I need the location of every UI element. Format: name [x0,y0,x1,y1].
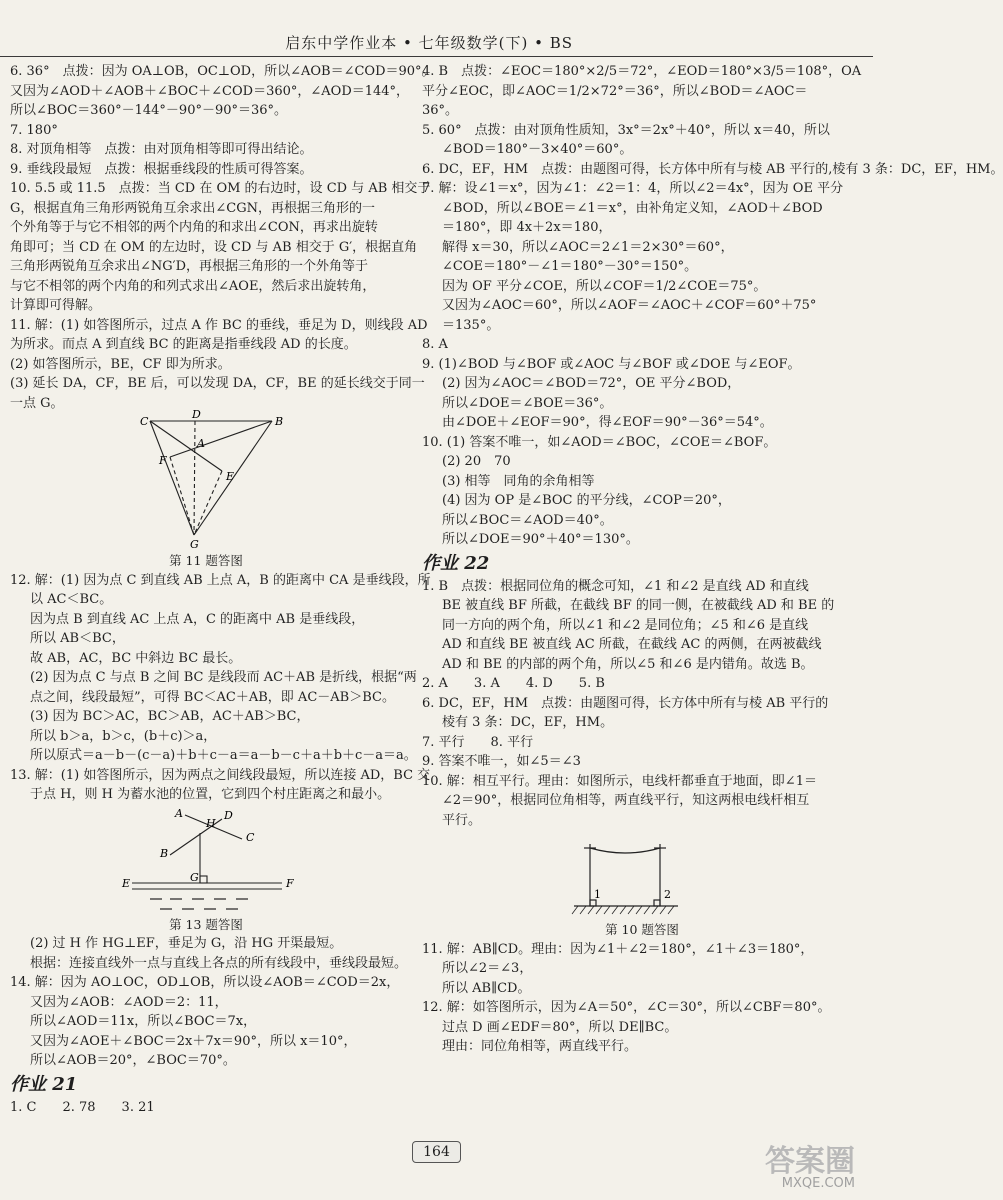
text-line: 所以原式＝a－b－(c－a)＋b＋c－a＝a－b－c＋a＋b＋c－a＝a。 [30,748,417,763]
text-line: 所以 b＞a，b＞c，(b＋c)＞a， [30,728,217,744]
answer-22-7-8: 7. 平行 8. 平行 [422,734,534,750]
text-line: 6. DC，EF，HM 点拨：由题图可得，长方体中所有与棱 AB 平行的 [422,695,829,711]
section-title-22: 作业 22 [422,552,490,574]
figure-11 [10,408,402,551]
text-line: (4) 因为 OP 是∠BOC 的平分线，∠COP＝20°， [442,493,731,508]
svg-text:C: C [246,830,255,844]
text-line: 所以 AB∥CD。 [442,980,531,996]
figure-13-diagram [10,805,402,915]
text-line: 12. 解：(1) 因为点 C 到直线 AB 上点 A，B 的距离中 CA 是垂线段，所 [10,572,431,588]
text-line: 平行。 [442,812,482,828]
text-line: 所以∠BOC＝∠AOD＝40°。 [442,512,613,528]
text-line: G，根据直角三角形两锐角互余求出∠CGN，再根据三角形的一 [10,200,375,216]
text-line: 角即可；当 CD 在 OM 的左边时，设 CD 与 AB 相交于 G′，根据直角 [10,239,418,255]
svg-text:C: C [140,415,149,428]
text-line: AD 和 BE 的内部的两个角，所以∠5 和∠6 是内错角。故选 B。 [442,656,814,672]
page-number-label: 164 [412,1141,461,1163]
text-line: 5. 60° 点拨：由对顶角性质知，3x°＝2x°＋40°，所以 x＝40，所以 [422,122,830,138]
figure-13 [10,805,402,915]
text-line: (2) 因为∠AOC＝∠BOD＝72°，OE 平分∠BOD， [442,376,741,391]
svg-text:E: E [122,876,131,890]
text-line: ∠2＝90°，根据同位角相等，两直线平行，知这两根电线杆相互 [442,793,810,808]
text-line: (3) 延长 DA，CF，BE 后，可以发现 DA，CF，BE 的延长线交于同一 [10,376,425,391]
text-line: ＝180°，即 4x＋2x＝180， [442,220,612,235]
answer-22-11 [422,940,862,999]
text-line: 6. 36° 点拨：因为 OA⊥OB，OC⊥OD，所以∠AOB＝∠COD＝90°。 [10,64,435,79]
text-line: (2) 因为点 C 与点 B 之间 BC 是线段而 AC＋AB 是折线，根据“两 [30,670,417,685]
page-header [0,30,873,57]
text-line: 解得 x＝30，所以∠AOC＝2∠1＝2×30°＝60°， [442,239,734,255]
answer-7: 7. 180° [10,122,58,138]
text-line: 9. (1)∠BOD 与∠BOF 或∠AOC 与∠BOF 或∠DOE 与∠EOF。 [422,356,801,372]
answer-13 [10,766,431,805]
answer-13-part2 [10,934,408,973]
text-line: 三角形两锐角互余求出∠NG′D，再根据三角形的一个外角等于 [10,259,369,274]
answer-12 [10,571,431,766]
answer-8: 8. 对顶角相等 点拨：由对顶角相等即可得出结论。 [10,142,313,157]
svg-text:B: B [275,415,284,428]
text-line: 又因为∠AOB：∠AOD＝2：11， [30,994,228,1010]
text-line: BE 被直线 BF 所截，在截线 BF 的同一侧，在被截线 AD 和 BE 的 [442,598,835,613]
svg-text:A: A [175,806,183,820]
text-line: ∠BOD＝180°－3×40°＝60°。 [442,142,633,157]
answer-14 [10,973,402,1071]
text-line: 所以∠AOD＝11x，所以∠BOC＝7x， [30,1014,257,1029]
text-line: 所以∠DOE＝∠BOE＝36°。 [442,395,613,411]
text-line: 12. 解：如答图所示，因为∠A＝50°，∠C＝30°，所以∠CBF＝80°。 [422,1000,831,1015]
svg-text:F: F [286,876,294,890]
figure-10-diagram [422,830,862,920]
text-line: 所以∠BOC＝360°－144°－90°－90°＝36°。 [10,103,288,118]
text-line: 以 AC＜BC。 [30,592,113,607]
answer-9 [422,355,862,433]
text-line: (3) 相等 同角的余角相等 [442,473,595,489]
svg-text:A: A [197,437,205,450]
text-line: 与它不相邻的两个内角的和列式求出∠AOE，然后求出旋转角， [10,278,376,294]
svg-text:2: 2 [664,888,671,901]
text-line: 36°。 [422,103,459,118]
text-line: 所以∠2＝∠3， [442,961,533,976]
answer-22-12 [422,998,862,1057]
answer-6 [10,62,435,121]
answer-10 [422,433,862,550]
text-line: 根据：连接直线外一点与直线上各点的所有线段中，垂线段最短。 [30,955,408,971]
text-line: 因为 OF 平分∠COE，所以∠COF＝1/2∠COE＝75°。 [442,278,767,294]
text-line: 11. 解：AB∥CD。理由：因为∠1＋∠2＝180°，∠1＋∠3＝180°， [422,941,814,957]
text-line: ∠BOD，所以∠BOE＝∠1＝x°，由补角定义知，∠AOD＋∠BOD [442,200,823,216]
answer-22-10 [422,772,862,831]
text-line: 点之间，线段最短”，可得 BC＜AC＋AB，即 AC－AB＞BC。 [30,689,395,705]
svg-text:G: G [190,538,199,551]
text-line: 10. 解：相互平行。理由：如图所示，电线杆都垂直于地面，即∠1＝ [422,773,817,789]
svg-text:E: E [226,470,235,483]
svg-text:D: D [192,408,201,421]
figure-13-caption: 第 13 题答图 [169,916,243,932]
text-line: 所以 AB＜BC， [30,631,125,646]
answer-7 [422,179,862,335]
answer-4 [422,62,862,121]
text-line: 因为点 B 到直线 AC 上点 A，C 的距离中 AB 是垂线段， [30,611,365,627]
text-line: 由∠DOE＋∠EOF＝90°，得∠EOF＝90°－36°＝54°。 [442,415,773,430]
text-line: 于点 H，则 H 为蓄水池的位置，它到四个村庄距离之和最小。 [30,787,391,802]
svg-text:H: H [206,816,216,830]
svg-text:F: F [159,454,167,467]
text-line: 7. 解：设∠1＝x°，因为∠1：∠2＝1：4，所以∠2＝4x°，因为 OE 平分 [422,181,844,196]
text-line: 4. B 点拨：∠EOC＝180°×2/5＝72°，∠EOD＝180°×3/5＝108°，OA [422,64,862,79]
answer-6: 6. DC，EF，HM 点拨：由题图可得，长方体中所有与棱 AB 平行的,棱有 3 条：DC，EF，HM。 [422,161,1003,177]
text-line: 所以∠DOE＝90°＋40°＝130°。 [442,532,639,547]
text-line: 故 AB，AC，BC 中斜边 BC 最长。 [30,650,242,666]
section-21-answers: 1. C 2. 78 3. 21 [10,1099,155,1115]
right-column [422,62,1003,1057]
answer-22-1 [422,577,862,675]
figure-11-caption: 第 11 题答图 [169,553,243,568]
text-line: 10. (1) 答案不唯一，如∠AOD＝∠BOC，∠COE＝∠BOF。 [422,434,777,450]
svg-text:D: D [224,808,233,822]
text-line: 同一方向的两个角，所以∠1 和∠2 是同位角；∠5 和∠6 是直线 [442,617,809,633]
text-line: 过点 D 画∠EDF＝80°，所以 DE∥BC。 [442,1019,678,1035]
figure-10 [422,830,862,920]
svg-text:G: G [190,870,199,884]
text-line: 棱有 3 条：DC，EF，HM。 [442,715,614,730]
answer-10 [10,179,431,316]
text-line: 平分∠EOC，即∠AOC＝1/2×72°＝36°，所以∠BOD＝∠AOC＝ [422,83,808,99]
text-line: (2) 如答图所示，BE，CF 即为所求。 [10,356,231,372]
text-line: (2) 20 70 [442,454,511,469]
watermark-logo: 答案圈 [765,1144,855,1179]
answer-5 [422,121,862,160]
text-line: ∠COE＝180°－∠1＝180°－30°＝150°。 [442,259,698,274]
text-line: 又因为∠AOD＋∠AOB＋∠BOC＋∠COD＝360°，∠AOD＝144°， [10,83,410,99]
answer-8: 8. A [422,337,448,352]
answer-11 [10,316,428,414]
text-line: 又因为∠AOE＋∠BOC＝2x＋7x＝90°，所以 x＝10°， [30,1033,357,1049]
answer-22-6 [422,694,862,733]
text-line: 1. B 点拨：根据同位角的概念可知，∠1 和∠2 是直线 AD 和直线 [422,578,809,594]
answer-9: 9. 垂线段最短 点拨：根据垂线段的性质可得答案。 [10,161,313,177]
text-line: ＝135°。 [442,317,500,333]
watermark-site: MXQE.COM [781,1176,855,1191]
svg-text:1: 1 [594,888,601,901]
text-line: 计算即可得解。 [10,298,102,313]
text-line: 理由：同位角相等，两直线平行。 [442,1039,638,1054]
text-line: 11. 解：(1) 如答图所示，过点 A 作 BC 的垂线，垂足为 D，则线段 AD [10,317,428,333]
header-title: 启东中学作业本 • 七年级数学(下) • BS [285,34,573,52]
text-line: 所以∠AOB＝20°，∠BOC＝70°。 [30,1053,236,1068]
text-line: 又因为∠AOC＝60°，所以∠AOF＝∠AOC＋∠COF＝60°＋75° [442,298,817,313]
text-line: (2) 过 H 作 HG⊥EF，垂足为 G，沿 HG 开渠最短。 [30,936,343,951]
svg-text:B: B [160,846,169,860]
text-line: 14. 解：因为 AO⊥OC，OD⊥OB，所以设∠AOB＝∠COD＝2x， [10,975,400,990]
figure-10-caption: 第 10 题答图 [605,922,679,937]
text-line: 为所求。而点 A 到直线 BC 的距离是指垂线段 AD 的长度。 [10,337,357,352]
text-line: 个外角等于与它不相邻的两个内角的和求出∠CON，再求出旋转 [10,220,378,235]
text-line: 一点 G。 [10,395,64,411]
text-line: (3) 因为 BC＞AC，BC＞AB，AC＋AB＞BC， [30,709,310,724]
answer-22-2-5: 2. A 3. A 4. D 5. B [422,676,605,691]
page-number [0,1141,873,1163]
answer-22-9: 9. 答案不唯一，如∠5＝∠3 [422,754,581,769]
figure-11-diagram [10,408,402,551]
text-line: 13. 解：(1) 如答图所示，因为两点之间线段最短，所以连接 AD，BC 交 [10,767,431,783]
text-line: AD 和直线 BE 被直线 AC 所截，在截线 AC 的两侧，在两被截线 [442,637,822,652]
text-line: 10. 5.5 或 11.5 点拨：当 CD 在 OM 的右边时，设 CD 与 AB 相交于 [10,181,431,196]
section-title-21: 作业 21 [10,1073,78,1095]
